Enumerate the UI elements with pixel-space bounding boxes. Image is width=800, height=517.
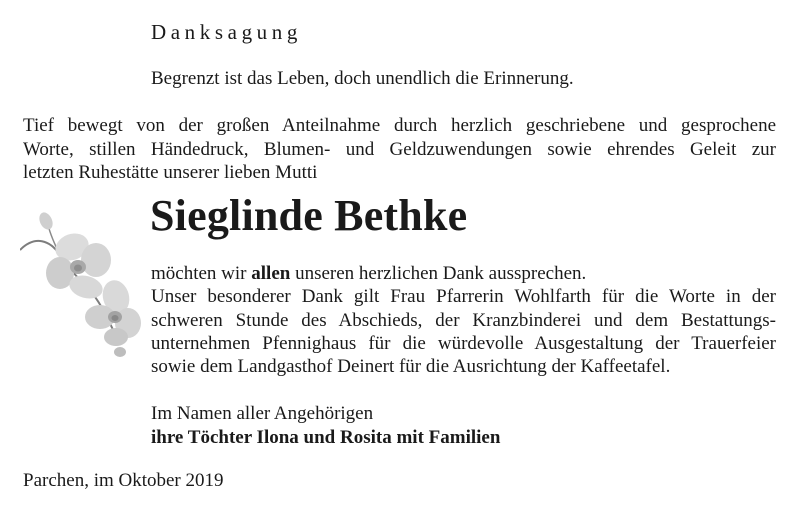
thanks-paragraph [151,262,776,378]
thanks-line: schweren Stunde des Abschieds, der Kranzbinderei und dem Bestattungs- [151,309,776,331]
intro-line: letzten Ruhestätte unserer lieben Mutti [23,162,318,183]
intro-line: Tief bewegt von der großen Anteilnahme durch herzlich geschriebene und gesprochene [23,115,776,136]
signoff-family: ihre Töchter Ilona und Rosita mit Familien [151,426,501,448]
thanks-text: unseren herzlichen Dank aussprechen. [295,263,587,284]
thanks-emphasis: allen [251,263,291,284]
deceased-name: Sieglinde Bethke [150,191,468,240]
orchid-icon [20,205,142,360]
thanks-text: möchten wir [151,263,247,284]
signoff [151,402,500,449]
thanks-line: sowie dem Landgasthof Deinert für die Ausrichtung der Kaffeetafel. [151,356,671,378]
thanks-line: unternehmen Pfennighaus für die würdevolle Ausgestaltung der Trauerfeier [151,332,776,354]
intro-line: Worte, stillen Händedruck, Blumen- und Geldzuwendungen sowie ehrendes Geleit zur [23,138,776,160]
motto: Begrenzt ist das Leben, doch unendlich die Erinnerung. [151,68,574,89]
heading: Danksagung [151,20,302,44]
signoff-line: Im Namen aller Angehörigen [151,403,374,424]
thanks-line: Unser besonderer Dank gilt Frau Pfarrerin Wohlfarth für die Worte in der [151,286,776,308]
thanks-line-1 [151,262,776,285]
place-date: Parchen, im Oktober 2019 [23,470,224,491]
intro-paragraph [23,114,776,185]
